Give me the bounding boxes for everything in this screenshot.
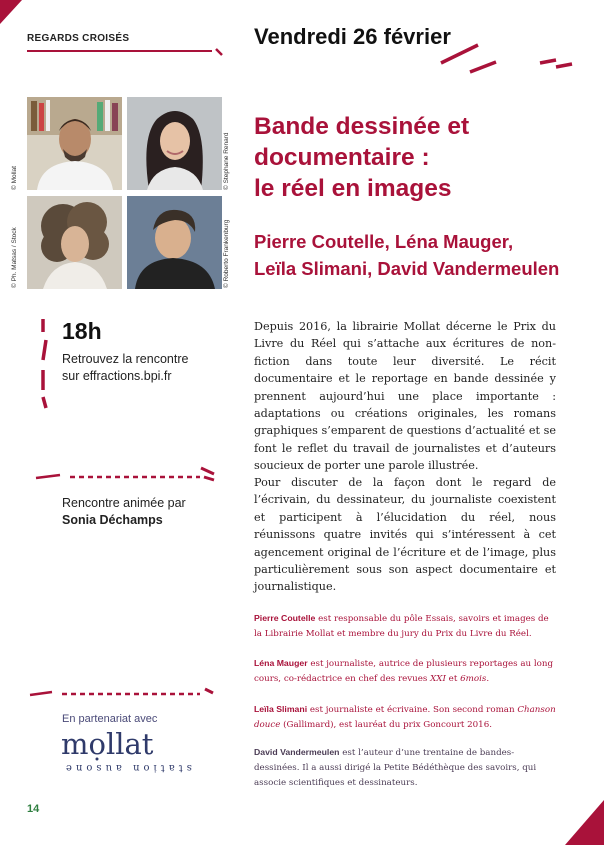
date-heading: Vendredi 26 février xyxy=(254,24,451,49)
title-line-1: Bande dessinée et xyxy=(254,113,470,140)
portrait-lena-mauger xyxy=(127,97,222,190)
bio-leila-slimani: Leïla Slimani est journaliste et écrivaine. Son second roman Chanson douce (Gallimard), est lauréat du prix Goncourt 2016. xyxy=(254,704,556,730)
dash-mid-1 xyxy=(36,475,60,478)
description-paragraph-2: Pour discuter de la façon dont le regard de l’écrivain, du dessinateur, du journaliste coexistent et participent à l’élucidation du réel, nous réunissons quatre invités qui s’intéressent à cet agencement original de l’écriture et de l’image, plus particulièrement sous son aspect documentaire et journalistique. xyxy=(254,476,556,594)
dash-bottom-3 xyxy=(205,689,213,693)
description-paragraph-1: Depuis 2016, la librairie Mollat décerne le Prix du Livre du Réel qui s’attache aux écritures de non-fiction dans toute leur diversité. Le récit documentaire et le reportage en bande dessinée y prennent aujourd’hui une place importante : adaptations ou créations originales, les romans graphiques s’emparent de questions d’actualité et se font le reflet du travail de journalistes et d’auteurs soucieux de porter une parole illustrée. xyxy=(254,320,556,473)
corner-triangle-bottom-right xyxy=(565,800,604,845)
online-link[interactable]: sur effractions.bpi.fr xyxy=(62,369,172,383)
header-slash xyxy=(216,49,222,55)
dash-bottom-1 xyxy=(30,692,52,695)
online-line-1: Retrouvez la rencontre xyxy=(62,352,189,366)
header-rule-left xyxy=(27,50,212,52)
portrait-pierre-coutelle xyxy=(27,97,122,190)
dash-vertical-2 xyxy=(43,340,46,360)
photo-credit-renard: © Stephane Renard xyxy=(223,132,230,190)
title-line-3: le réel en images xyxy=(254,175,452,202)
portrait-david-vandermeulen xyxy=(127,196,222,289)
bio-david-vandermeulen: David Vandermeulen est l’auteur d’une trentaine de bandes-dessinées. Il a aussi dirigé la Petite Bédéthèque des savoirs, qui associe scientifiques et dessinateurs. xyxy=(254,747,537,788)
partner-label: En partenariat avec xyxy=(62,713,158,725)
host-name: Sonia Déchamps xyxy=(62,513,163,527)
dash-mid-4 xyxy=(204,477,214,480)
dash-top-right-2 xyxy=(470,62,496,72)
corner-triangle-top-left xyxy=(0,0,22,24)
mollat-logo: mollat xyxy=(61,727,154,761)
dash-vertical-4 xyxy=(43,397,46,408)
speakers-line-2: Leïla Slimani, David Vandermeulen xyxy=(254,258,560,279)
photo-credit-mollat: © Mollat xyxy=(11,166,18,190)
event-time: 18h xyxy=(62,318,102,344)
host-label: Rencontre animée par xyxy=(62,496,186,510)
dash-mid-3 xyxy=(201,468,214,474)
page-number: 14 xyxy=(27,803,40,815)
event-title xyxy=(254,111,574,204)
speakers-list xyxy=(254,228,584,282)
portrait-leila-slimani xyxy=(27,196,122,289)
online-info xyxy=(62,351,188,385)
dash-top-right-3 xyxy=(540,60,556,63)
host-info xyxy=(62,495,186,529)
bio-lena-mauger: Léna Mauger est journaliste, autrice de plusieurs reportages au long cours, co-rédactrice en chef des revues XXI et 6mois. xyxy=(254,658,554,684)
section-label: REGARDS CROISÉS xyxy=(27,33,130,44)
photo-credit-stock: © Ph. Matsas / Stock xyxy=(11,227,18,288)
photo-credit-frankenburg: © Roberto Frankenburg xyxy=(223,219,230,288)
speakers-line-1: Pierre Coutelle, Léna Mauger, xyxy=(254,231,514,252)
dash-top-right-4 xyxy=(556,64,572,67)
title-line-2: documentaire : xyxy=(254,144,430,171)
bio-pierre-coutelle: Pierre Coutelle est responsable du pôle Essais, savoirs et images de la Librairie Mollat et membre du jury du Prix du Livre du Réel. xyxy=(254,613,549,639)
station-ausone-logo: station ausone xyxy=(62,762,192,773)
